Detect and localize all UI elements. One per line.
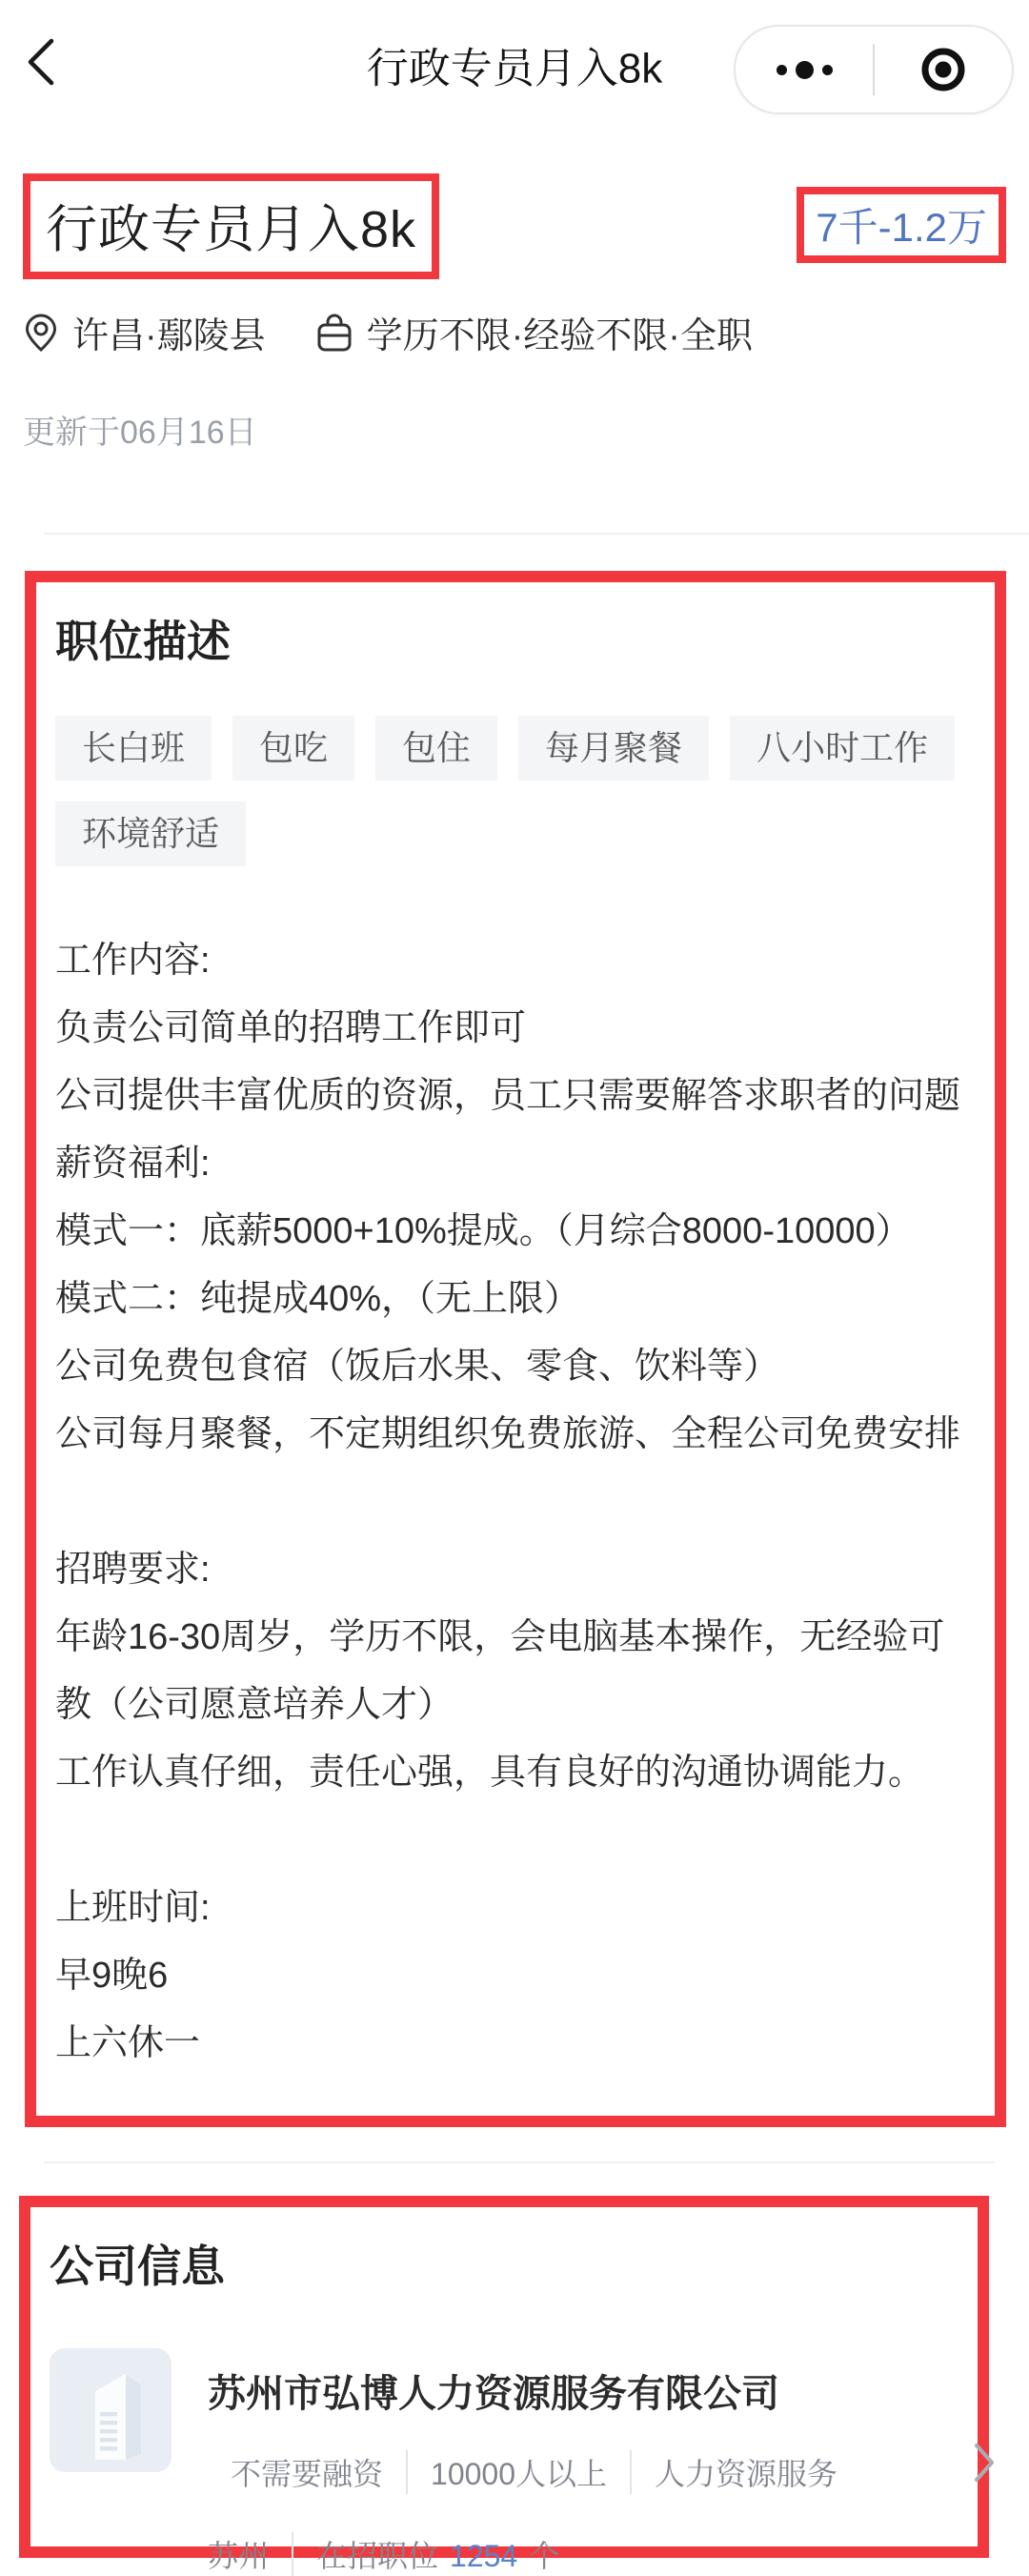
company-name: 苏州市弘博人力资源服务有限公司 [208,2373,779,2415]
benefit-tag: 包吃 [232,716,354,781]
nav-title: 行政专员月入8k [366,45,663,92]
description-text [55,927,976,2078]
description-line: 工作认真仔细，责任心强，具有良好的沟通协调能力。 [55,1753,925,1793]
job-title: 行政专员月入8k [46,201,417,258]
company-attribute: 不需要融资 [231,2457,384,2491]
description-line [55,1469,976,1536]
description-line: 招聘要求: [55,1550,211,1590]
description-line: 早9晚6 [55,1956,169,1996]
divider [44,2161,995,2163]
divider [44,533,1029,535]
back-button[interactable] [21,29,78,95]
company-city: 苏州 [208,2539,270,2573]
job-info-row [23,306,1006,358]
building-icon [50,2348,172,2472]
description-line: 上班时间: [55,1888,211,1928]
open-jobs-unit: 个 [529,2539,560,2573]
description-line: 公司免费包食宿（饭后水果、零食、饮料等） [55,1347,780,1387]
benefit-tag: 每月聚餐 [518,716,709,781]
more-menu-button[interactable] [736,27,873,112]
description-line: 负责公司简单的招聘工作即可 [55,1008,527,1048]
chevron-left-icon [21,35,59,89]
location-pin-icon [23,313,59,353]
benefit-tag: 八小时工作 [730,716,955,781]
salary-annotation-box [797,187,1006,263]
salary-range: 7千-1.2万 [816,205,987,250]
company-text [208,2348,958,2576]
company-heading: 公司信息 [50,2241,225,2291]
description-line: 模式二：纯提成40%，（无上限） [55,1279,581,1319]
miniprogram-capsule [734,25,1014,114]
description-line: 模式一：底薪5000+10%提成。（月综合8000-10000） [55,1211,912,1251]
job-conditions-text: 学历不限·经验不限·全职 [366,316,753,356]
more-dots-icon [777,65,787,75]
job-conditions [315,306,753,358]
briefcase-icon [315,313,353,353]
exit-miniprogram-button[interactable] [875,27,1012,112]
description-line [55,1807,976,1875]
company-attributes [208,2450,958,2494]
benefit-tag: 长白班 [55,716,212,781]
description-line: 公司每月聚餐，不定期组织免费旅游、全程公司免费安排 [55,1414,961,1454]
description-line: 上六休一 [55,2023,201,2063]
description-heading: 职位描述 [55,617,231,666]
open-jobs-label: 在招职位 [316,2539,439,2573]
company-attribute: 人力资源服务 [630,2450,860,2494]
company-jobs-row [208,2532,958,2576]
target-icon [917,43,970,96]
benefit-tags [55,716,976,866]
job-description-annotation-box [25,571,1006,2127]
job-location-text: 许昌·鄢陵县 [72,316,266,356]
benefit-tag: 环境舒适 [55,801,246,866]
company-info-annotation-box [19,2196,989,2573]
description-line: 薪资福利: [55,1144,211,1184]
navbar [0,0,1029,124]
job-title-annotation-box [23,173,439,279]
description-line: 工作内容: [55,941,211,981]
update-date: 更新于06月16日 [23,415,257,451]
company-logo [50,2348,172,2472]
company-card[interactable] [50,2348,958,2576]
job-location [23,306,266,358]
open-jobs-count: 1254 [450,2539,518,2573]
job-header [0,173,1029,453]
description-line: 公司提供丰富优质的资源，员工只需要解答求职者的问题 [55,1076,961,1116]
title-row [23,173,1006,279]
company-attribute: 10000人以上 [406,2450,630,2494]
benefit-tag: 包住 [375,716,497,781]
company-open-jobs [292,2532,582,2576]
description-line: 年龄16-30周岁，学历不限，会电脑基本操作，无经验可教（公司愿意培养人才） [55,1617,945,1725]
chevron-right-icon[interactable] [972,2442,997,2484]
